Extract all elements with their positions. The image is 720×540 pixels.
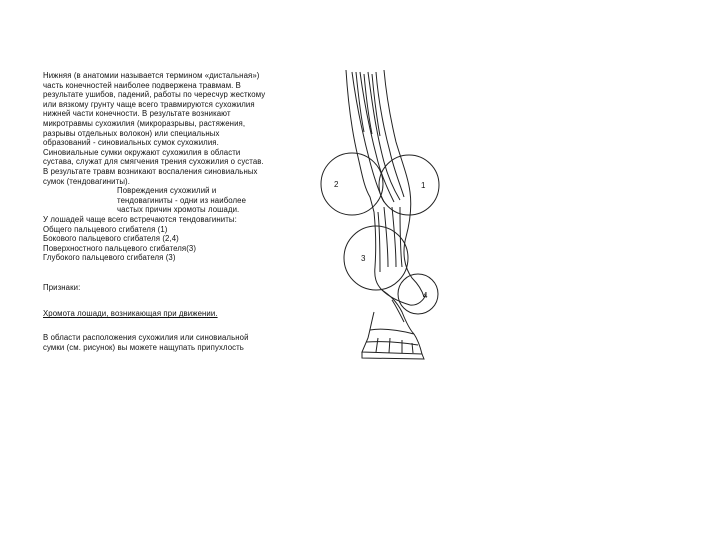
sign-swelling: В области расположения сухожилия или синовиальной сумки (см. рисунок) вы можете нащупать припухлость [43,333,249,352]
list-item: Поверхностного пальцевого сгибателя(3) [43,243,197,253]
circle-label-1: 1 [421,181,426,190]
list-item: Бокового пальцевого сгибателя (2,4) [43,234,179,244]
list-item: Общего пальцевого сгибателя (1) [43,224,168,234]
signs-heading: Признаки: [43,282,81,292]
tendon-damage-paragraph: Повреждения сухожилий и тендовагиниты - одни из наиболее частых причин хромоты лошади. [117,186,247,215]
circle-label-3: 3 [361,254,366,263]
horse-leg-drawing [318,62,450,372]
article-text [43,71,269,352]
intro-paragraph: Нижняя (в анатомии называется термином «дистальная») часть конечностей наиболее подвержена травмам. В результате ушибов, падений, работы по чересчур жесткому или вязкому грунту чаще всего травмируются сухожилия нижней части конечности. В результате возникают микротравмы сухожилия (микроразрывы, растяжения, разрывы отдельных волокон) или специальных образований - синовиальных сумок сухожилия. Синовиальные сумки окружают сухожилия в области сустава, служат для смягчения трения сухожилия о сустав. В результате травм возникают воспаления синовиальных сумок (тендовагиниты). [43,71,266,186]
horse-leg-illustration [318,62,450,372]
circle-label-2: 2 [334,180,339,189]
common-tendovaginitis-paragraph: У лошадей чаще всего встречаются тендовагиниты: [43,214,237,224]
list-item: Глубокого пальцевого сгибателя (3) [43,253,176,263]
sign-lameness: Хромота лошади, возникающая при движении. [43,309,218,319]
circle-label-4: 4 [423,291,428,300]
